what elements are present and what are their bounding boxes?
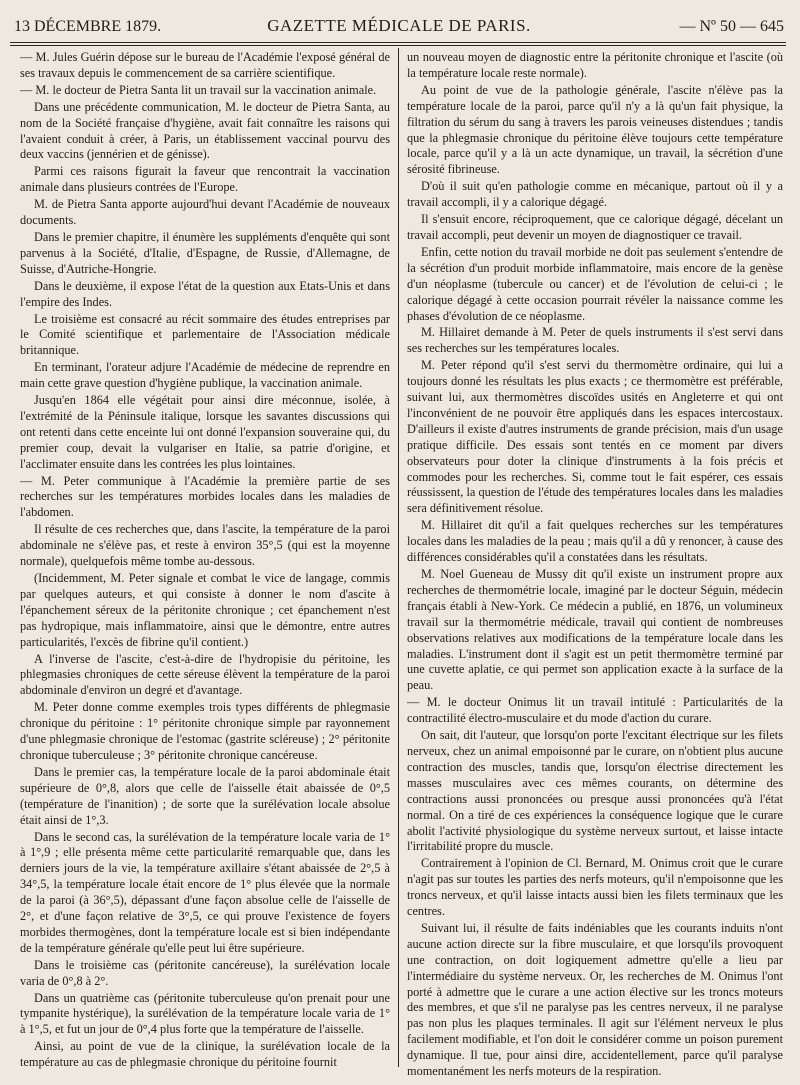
- paragraph: Le troisième est consacré au récit sommaire des études entreprises par le Comité scientifique et parlementaire de l'Association médicale britannique.: [20, 311, 390, 358]
- paragraph: A l'inverse de l'ascite, c'est-à-dire de l'hydropisie du péritoine, les phlegmasies chroniques de cette séreuse élèvent la température de la paroi abdominale d'environ un degré et d'avantage.: [20, 651, 390, 698]
- paragraph: En terminant, l'orateur adjure l'Académie de médecine de reprendre en main cette grave question d'hygiène publique, la vaccination animale.: [20, 360, 390, 391]
- right-column: [407, 50, 783, 1079]
- paragraph: Au point de vue de la pathologie générale, l'ascite n'élève pas la température locale de la paroi, parce qu'il n'y a là qu'un fait physique, la filtration du sérum du sang à travers les parois veineuses distendues ; tandis que la phlegmasie chronique du péritoine élève toujours cette température locale, parce qu'il y a là un acte dynamique, un travail, la sécrétion d'une sérosité fibrineuse.: [407, 82, 783, 177]
- paragraph: Jusqu'en 1864 elle végétait pour ainsi dire méconnue, isolée, à l'extrémité de la Péninsule italique, lorsque les savantes discussions qui ont retenti dans cette enceinte lui ont donné l'expansion souveraine qui, du premier coup, devait la vulgariser en Italie, sa patrie d'origine, et l'acclimater ensuite dans les contrées les plus lointaines.: [20, 393, 390, 471]
- paragraph: Enfin, cette notion du travail morbide ne doit pas seulement s'entendre de la sécrétion d'un produit morbide inflammatoire, mais encore de la genèse d'un néoplasme (tubercule ou cancer) et de l'évolution de celui-ci ; le calorique dégagé à cette occasion pourrait révéler la naissance comme les phases d'évolution de ce néoplasme.: [407, 244, 783, 323]
- paragraph: — M. le docteur Onimus lit un travail intitulé : Particularités de la contractilité électro-musculaire et du mode d'action du curare.: [407, 695, 783, 726]
- paragraph: — M. Jules Guérin dépose sur le bureau de l'Académie l'exposé général de ses travaux depuis le commencement de sa carrière scientifique.: [20, 50, 390, 80]
- paragraph: Ainsi, au point de vue de la clinique, la surélévation locale de la température au cas de phlegmasie chronique du péritoine fournit: [20, 1039, 390, 1070]
- paragraph: On sait, dit l'auteur, que lorsqu'on porte l'excitant électrique sur les filets nerveux, chez un animal empoisonné par le curare, on n'obtient plus aucune contraction des muscles, tandis que, lorsqu'on électrise directement les masses musculaires avec ces mêmes courants, on détermine des contractions aussi prononcées ou presque aussi prononcées qu'à l'état normal. On a tiré de ces expériences la conséquence logique que le curare abolit l'activité physiologique du système nerveux surtout, et laisse intacte l'irritabilité propre du muscle.: [407, 728, 783, 854]
- left-column: [20, 50, 390, 1070]
- paragraph: un nouveau moyen de diagnostic entre la péritonite chronique et l'ascite (où la température locale reste normale).: [407, 50, 783, 80]
- paragraph: D'où il suit qu'en pathologie comme en mécanique, partout où il y a travail accompli, il y a calorique dégagé.: [407, 179, 783, 210]
- paragraph: Suivant lui, il résulte de faits indéniables que les courants induits n'ont aucune action directe sur la fibre musculaire, et que lorsqu'ils provoquent une contraction, on doit logiquement admettre qu'elle a lieu par l'intermédiaire du système nerveux. Or, les recherches de M. Onimus l'ont porté à admettre que le curare a une action élective sur les troncs moteurs des membres, et que s'il ne paralyse pas les centres nerveux, il ne paralyse pas non plus les plaques terminales. Il agit sur l'élément nerveux le plus facilement modifiable, et l'on doit le considérer comme un poison purement dynamique. Il tue, pour ainsi dire, accidentellement, parce qu'il paralyse momentanément les nerfs moteurs de la respiration.: [407, 920, 783, 1079]
- paragraph: M. Hillairet dit qu'il a fait quelques recherches sur les températures locales dans les maladies de la peau ; mais qu'il a dû y renoncer, à cause des différences considérables qu'il a constatées dans les résultats.: [407, 518, 783, 565]
- page-header: [14, 16, 784, 40]
- paragraph: Dans le deuxième, il expose l'état de la question aux Etats-Unis et dans l'empire des Indes.: [20, 278, 390, 309]
- paragraph: Dans un quatrième cas (péritonite tuberculeuse qu'on prenait pour une tympanite hystérique), la surélévation de la température locale varia de 1° à 1°,5, et fut un jour de 0°,4 plus forte que la température de l'aisselle.: [20, 990, 390, 1037]
- journal-title: GAZETTE MÉDICALE DE PARIS.: [267, 16, 531, 35]
- paragraph: Il s'ensuit encore, réciproquement, que ce calorique dégagé, décelant un travail accompli, peut devenir un moyen de diagnostiquer ce travail.: [407, 212, 783, 242]
- paragraph: Dans le premier chapitre, il énumère les suppléments d'enquête qui sont parvenus à la Société, d'Italie, d'Espagne, de Russie, d'Allemagne, de Suisse, d'Autriche-Hongrie.: [20, 229, 390, 276]
- paragraph: M. Peter donne comme exemples trois types différents de phlegmasie chronique du péritoine : 1° péritonite chronique simple par rayonnement d'une phlegmasie chronique de l'estomac (gastrite scléreuse) ; 2° péritonite chronique tuberculeuse ; 3° péritonite chronique cancéreuse.: [20, 700, 390, 762]
- paragraph: Parmi ces raisons figurait la faveur que rencontrait la vaccination animale dans plusieurs contrées de l'Europe.: [20, 164, 390, 195]
- paragraph: — M. le docteur de Pietra Santa lit un travail sur la vaccination animale.: [20, 82, 377, 97]
- paragraph: M. Hillairet demande à M. Peter de quels instruments il s'est servi dans ses recherches sur les températures locales.: [407, 325, 783, 356]
- paragraph: M. Noel Gueneau de Mussy dit qu'il existe un instrument propre aux recherches de thermométrie locale, imaginé par le docteur Séguin, médecin français établi à New-York. Ce médecin a publié, en 1876, un volumineux travail sur la thermométrie médicale, travail qui contient de nombreuses observations relatives aux modifications de la température locale dans les maladies. L'instrument dont il s'agit est un petit thermomètre terminé par une cuvette aplatie, ce qui permet son application exacte à la surface de la peau.: [407, 567, 783, 693]
- paragraph: M. de Pietra Santa apporte aujourd'hui devant l'Académie de nouveaux documents.: [20, 197, 390, 228]
- issue-number: — Nº 50 — 645: [679, 18, 784, 35]
- paragraph: Dans le second cas, la surélévation de la température locale varia de 1° à 1°,9 ; elle présenta même cette particularité remarquable que, dans les derniers jours de la vie, la température axillaire s'étant abaissée de 2°,5 à 34°,5, la température locale était encore de 1° plus élevée que la normale de la paroi (à 36°,5), dépassant d'une façon absolue celle de l'aisselle de 2°, et d'une façon relative de 3°,5, ce qui prouve l'existence de foyers morbides thermogènes, dont la température locale est si bien indépendante de la température générale qu'elle peut lui être supérieure.: [20, 829, 390, 955]
- paragraph: (Incidemment, M. Peter signale et combat le vice de langage, commis par quelques auteurs, et qui consiste à donner le nom d'ascite à l'épanchement séreux de la péritonite chronique ; cet épanchement n'est pas hydropique, mais inflammatoire, ainsi que le démontre, entre autres particularités, l'excès de fibrine qu'il contient.): [20, 571, 390, 649]
- paragraph: Contrairement à l'opinion de Cl. Bernard, M. Onimus croit que le curare n'agit pas sur toutes les parties des nerfs moteurs, qu'il n'empoisonne que les troncs nerveux, et qu'il laisse intacts aussi bien les filets terminaux que les centres.: [407, 856, 783, 919]
- paragraph: Dans le troisième cas (péritonite cancéreuse), la surélévation locale varia de 0°,8 à 2°.: [20, 957, 390, 988]
- paragraph: Dans le premier cas, la température locale de la paroi abdominale était supérieure de 0°,8, alors que celle de l'aisselle était abaissée de 0°,5 (température de l'inanition) ; de sorte que la surélévation locale absolue était ainsi de 1°,3.: [20, 764, 390, 827]
- header-rule: [10, 42, 786, 46]
- paragraph: Dans une précédente communication, M. le docteur de Pietra Santa, au nom de la Société française d'hygiène, avait fait connaître les raisons qui l'avaient conduit à créer, à Paris, un établissement vaccinal pourvu des deux vaccins (jennérien et de génisse).: [20, 99, 390, 162]
- issue-date: 13 DÉCEMBRE 1879.: [14, 18, 162, 35]
- column-divider: [398, 48, 399, 1067]
- paragraph: — M. Peter communique à l'Académie la première partie de ses recherches sur les températures morbides locales dans les maladies de l'abdomen.: [20, 473, 390, 520]
- paragraph: Il résulte de ces recherches que, dans l'ascite, la température de la paroi abdominale ne s'élève pas, et reste à environ 35°,5 (qui est la moyenne normale), quelquefois même tombe au-dessous.: [20, 522, 390, 569]
- paragraph: M. Peter répond qu'il s'est servi du thermomètre ordinaire, qui lui a toujours donné les résultats les plus exacts ; ce thermomètre est préférable, suivant lui, aux thermomètres discoïdes usités en Angleterre et qui ont l'inconvénient de ne pouvoir être appliqués dans les espaces intercostaux. D'ailleurs il existe d'autres instruments de grande précision, mais d'un usage pratique difficile. Des essais sont tentés en ce moment par divers observateurs pour doter la clinique d'instruments à la fois précis et commodes pour les recherches. Si, comme tout le fait espérer, ces essais réussissent, la question de l'étude des températures locales dans les maladies sera définitivement résolue.: [407, 358, 783, 516]
